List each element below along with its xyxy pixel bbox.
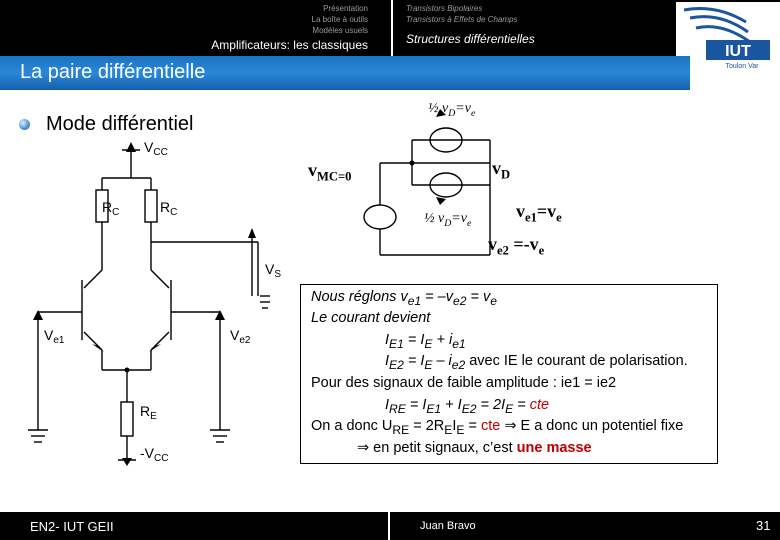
logo-text: IUT <box>725 43 751 60</box>
nav-item-models[interactable]: Modèles usuels <box>312 26 368 35</box>
nav-item-amplifiers[interactable]: Amplificateurs: les classiques <box>211 38 368 52</box>
bullet-icon <box>19 119 30 130</box>
vd-label: $v_D$ <box>492 158 511 182</box>
nav-item-differential[interactable]: Structures différentielles <box>406 32 535 46</box>
footer-author: Juan Bravo <box>420 520 476 532</box>
nav-left <box>211 3 368 53</box>
nav-item-bipolar[interactable]: Transistors Bipolaires <box>406 4 483 13</box>
header-bar <box>0 0 780 56</box>
rc1-label: $R_C$ <box>102 199 120 218</box>
vmincc-label: $-V_{CC}$ <box>140 445 169 464</box>
nav-right <box>406 3 535 47</box>
text-line-4: $I_{E2} = I_E - i_{e2}$ avec IE le courant de polarisation. <box>385 353 688 372</box>
footer-course: EN2- IUT GEII <box>30 519 114 534</box>
vmc-label: $v_{MC=0}$ <box>308 160 352 184</box>
half-vd-top-label: ½ $v_D=v_e$ <box>428 101 476 119</box>
footer-bar <box>0 512 780 540</box>
half-vd-bottom-label: ½ $v_D=v_e$ <box>424 211 472 229</box>
bullet-text: Mode différentiel <box>46 113 194 135</box>
logo-subtext: Toulon Var <box>725 63 759 70</box>
ve2-label: $V_{e2}$ <box>230 327 251 346</box>
ve1-label: $V_{e1}$ <box>44 327 65 346</box>
iut-logo <box>676 2 780 72</box>
slide-title-bar <box>0 56 690 90</box>
differential-pair-schematic <box>20 130 300 490</box>
text-line-5: Pour des signaux de faible amplitude : ie1 = ie2 <box>311 375 617 391</box>
iut-logo-graphic <box>676 2 780 72</box>
text-line-1: Nous réglons $v_{e1} = -v_{e2} = v_e$ <box>311 289 497 308</box>
explanation-textbox <box>300 284 718 464</box>
text-line-2: Le courant devient <box>311 310 431 326</box>
text-line-3: $I_{E1} = I_E + i_{e1}$ <box>385 332 466 351</box>
vs-label: $V_S$ <box>265 261 282 280</box>
text-line-6: $I_{RE} = I_{E1} + I_{E2} = 2I_E$ = cte <box>385 397 550 416</box>
page-number: 31 <box>756 518 771 533</box>
slide-title: La paire différentielle <box>20 61 206 83</box>
rc2-label: $R_C$ <box>160 199 178 218</box>
ve2-source-label: $v_{e2} =-v_e$ <box>488 234 545 258</box>
text-line-8: ⇒ en petit signaux, c’est une masse <box>357 440 592 456</box>
vcc-label: $V_{CC}$ <box>144 139 168 158</box>
header-divider <box>391 0 393 56</box>
nav-item-fet[interactable]: Transistors à Effets de Champs <box>406 15 518 24</box>
nav-item-presentation[interactable]: Présentation <box>323 4 368 13</box>
nav-item-toolbox[interactable]: La boîte à outils <box>311 15 368 24</box>
re-label: $R_E$ <box>140 403 157 422</box>
footer-divider <box>388 512 390 540</box>
text-line-7: On a donc $U_{RE} = 2R_EI_E$ = cte ⇒ E a donc un potentiel fixe <box>311 418 684 437</box>
ve1-source-label: $v_{e1}=v_e$ <box>516 201 562 225</box>
